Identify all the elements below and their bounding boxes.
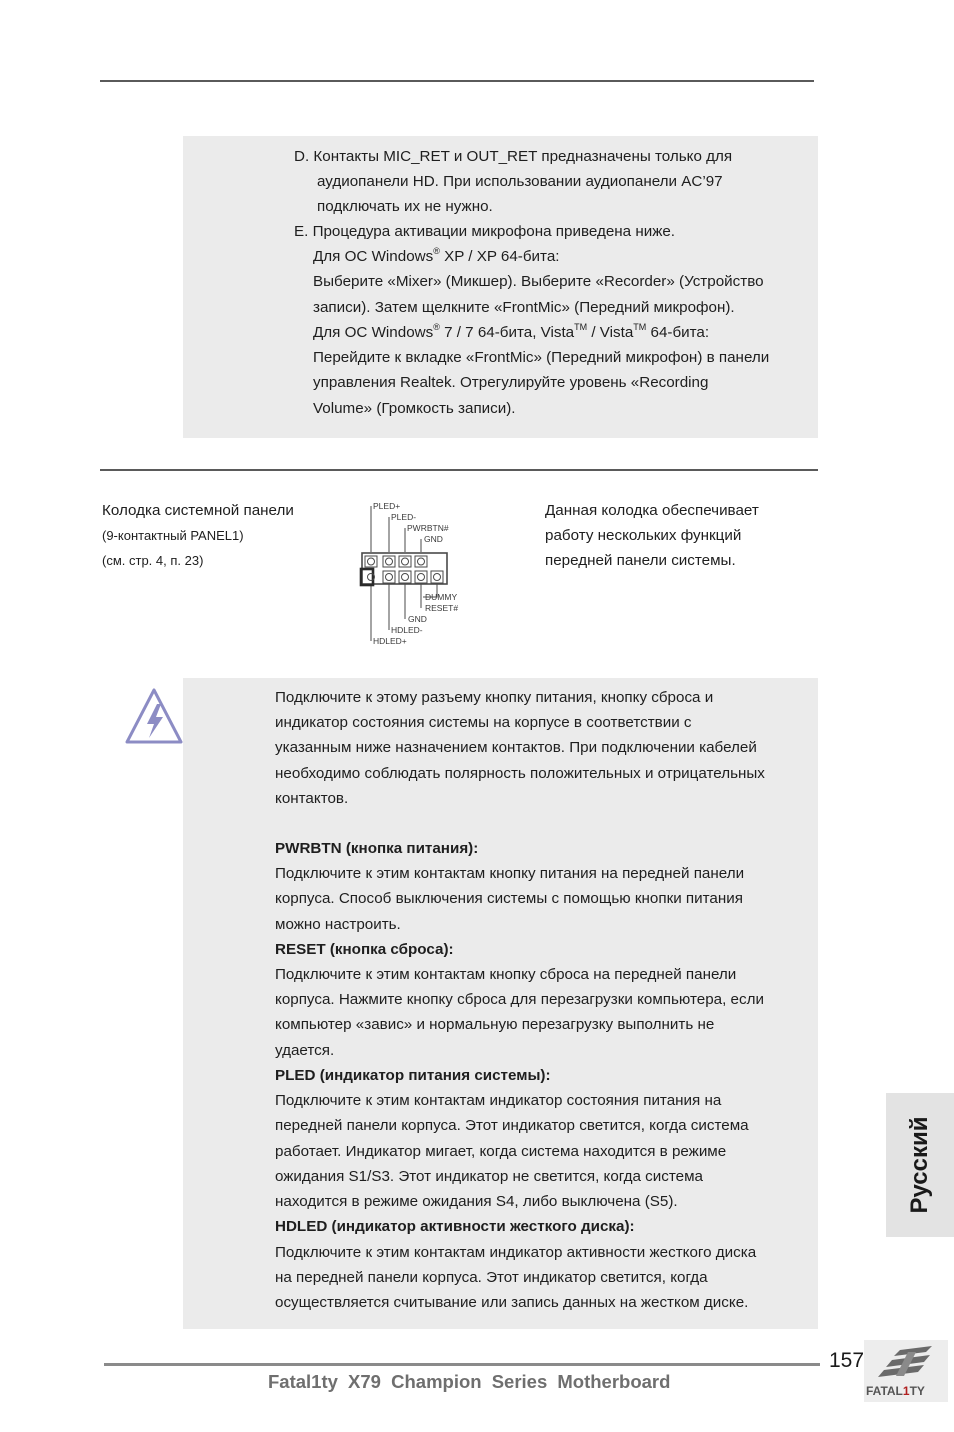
panel-title: Колодка системной панели <box>102 502 294 519</box>
warning-intro-line5: контактов. <box>275 790 349 807</box>
hdled-heading: HDLED (индикатор активности жесткого диска): <box>275 1218 635 1235</box>
panel-subtitle-ref: (см. стр. 4, п. 23) <box>102 553 204 568</box>
note-e-xp: Для ОС Windows® XP / XP 64-бита: <box>313 245 560 265</box>
pled-line1: Подключите к этим контактам индикатор состояния питания на <box>275 1092 722 1109</box>
pwrbtn-line3: можно настроить. <box>275 916 401 933</box>
note-e-line8: Volume» (Громкость записи). <box>313 400 516 417</box>
panel-desc-line2: работу нескольких функций <box>545 527 742 544</box>
panel-desc-line1: Данная колодка обеспечивает <box>545 502 759 519</box>
logo-text-fatal: FATAL <box>866 1384 903 1398</box>
page-number: 157 <box>829 1349 865 1372</box>
panel-subtitle-pins: (9-контактный PANEL1) <box>102 528 244 543</box>
warning-intro-line4: необходимо соблюдать полярность положительных и отрицательных <box>275 765 765 782</box>
warning-lightning-icon <box>123 686 185 746</box>
reset-line2: корпуса. Нажмите кнопку сброса для перезагрузки компьютера, если <box>275 991 764 1008</box>
reset-line3: компьютер «завис» и нормальную перезагрузку выполнить не <box>275 1016 715 1033</box>
note-e-line1: E. Процедура активации микрофона приведена ниже. <box>294 223 676 240</box>
pwrbtn-line2: корпуса. Способ выключения системы с помощью кнопки питания <box>275 890 743 907</box>
pin-label-gnd-top: GND <box>424 534 443 544</box>
language-tab-label: Русский <box>906 1116 933 1214</box>
pwrbtn-heading: PWRBTN (кнопка питания): <box>275 840 479 857</box>
pin-label-dummy: DUMMY <box>425 592 458 602</box>
pin-label-reset: RESET# <box>425 603 459 613</box>
pled-line4: ожидания S1/S3. Этот индикатор не светится, когда система <box>275 1168 703 1185</box>
pwrbtn-line1: Подключите к этим контактам кнопку питания на передней панели <box>275 865 745 882</box>
logo-text-ty: TY <box>909 1384 925 1398</box>
note-d-line1: D. Контакты MIC_RET и OUT_RET предназначены только для <box>294 148 733 165</box>
pled-line2: передней панели корпуса. Этот индикатор светится, когда система <box>275 1117 749 1134</box>
note-e-line7: управления Realtek. Отрегулируйте уровень «Recording <box>313 374 709 391</box>
section-rule <box>100 469 818 471</box>
pin-label-hdled-plus: HDLED+ <box>373 636 407 646</box>
pled-heading: PLED (индикатор питания системы): <box>275 1067 551 1084</box>
note-e-line6: Перейдите к вкладке «FrontMic» (Передний микрофон) в панели <box>313 349 770 366</box>
reset-heading: RESET (кнопка сброса): <box>275 941 454 958</box>
pin-label-pled-minus: PLED- <box>391 512 417 522</box>
pin-label-pled-plus: PLED+ <box>373 501 401 511</box>
pin-label-hdled-minus: HDLED- <box>391 625 423 635</box>
top-rule <box>100 80 814 82</box>
hdled-line2: на передней панели корпуса. Этот индикатор светится, когда <box>275 1269 708 1286</box>
reset-line1: Подключите к этим контактам кнопку сброса на передней панели <box>275 966 737 983</box>
warning-intro-line1: Подключите к этому разъему кнопку питания, кнопку сброса и <box>275 689 714 706</box>
note-d-line2: аудиопанели HD. При использовании аудиопанели AC’97 <box>317 173 723 190</box>
hdled-line1: Подключите к этим контактам индикатор активности жесткого диска <box>275 1244 757 1261</box>
reset-line4: удается. <box>275 1042 335 1059</box>
note-e-win7: Для ОС Windows® 7 / 7 64-бита, Vista™ / Vista™ 64-бита: <box>313 321 710 341</box>
note-e-line4: записи). Затем щелкните «FrontMic» (Передний микрофон). <box>313 299 735 316</box>
panel1-connector-diagram <box>355 496 490 648</box>
note-e-line3: Выберите «Mixer» (Микшер). Выберите «Recorder» (Устройство <box>313 273 764 290</box>
warning-intro-line2: индикатор состояния системы на корпусе в соответствии с <box>275 714 692 731</box>
fatal1ty-logo <box>864 1340 948 1402</box>
pin-label-pwrbtn: PWRBTN# <box>407 523 449 533</box>
pled-line3: работает. Индикатор мигает, когда система находится в режиме <box>275 1143 727 1160</box>
warning-intro-line3: указанным ниже назначением контактов. При подключении кабелей <box>275 739 757 756</box>
panel-desc-line3: передней панели системы. <box>545 552 736 569</box>
language-tab <box>886 1093 954 1237</box>
hdled-line3: осуществляется считывание или запись данных на жестком диске. <box>275 1294 749 1311</box>
pled-line5: находится в режиме ожидания S4, либо выключена (S5). <box>275 1193 678 1210</box>
footer-title: Fatal1ty X79 Champion Series Motherboard <box>268 1371 671 1392</box>
footer-rule <box>104 1363 820 1366</box>
logo-text-one: 1 <box>902 1384 910 1398</box>
note-d-line3: подключать их не нужно. <box>317 198 493 215</box>
pin-label-gnd-bottom: GND <box>408 614 427 624</box>
svg-text:FATAL1TY <box>866 1384 925 1398</box>
